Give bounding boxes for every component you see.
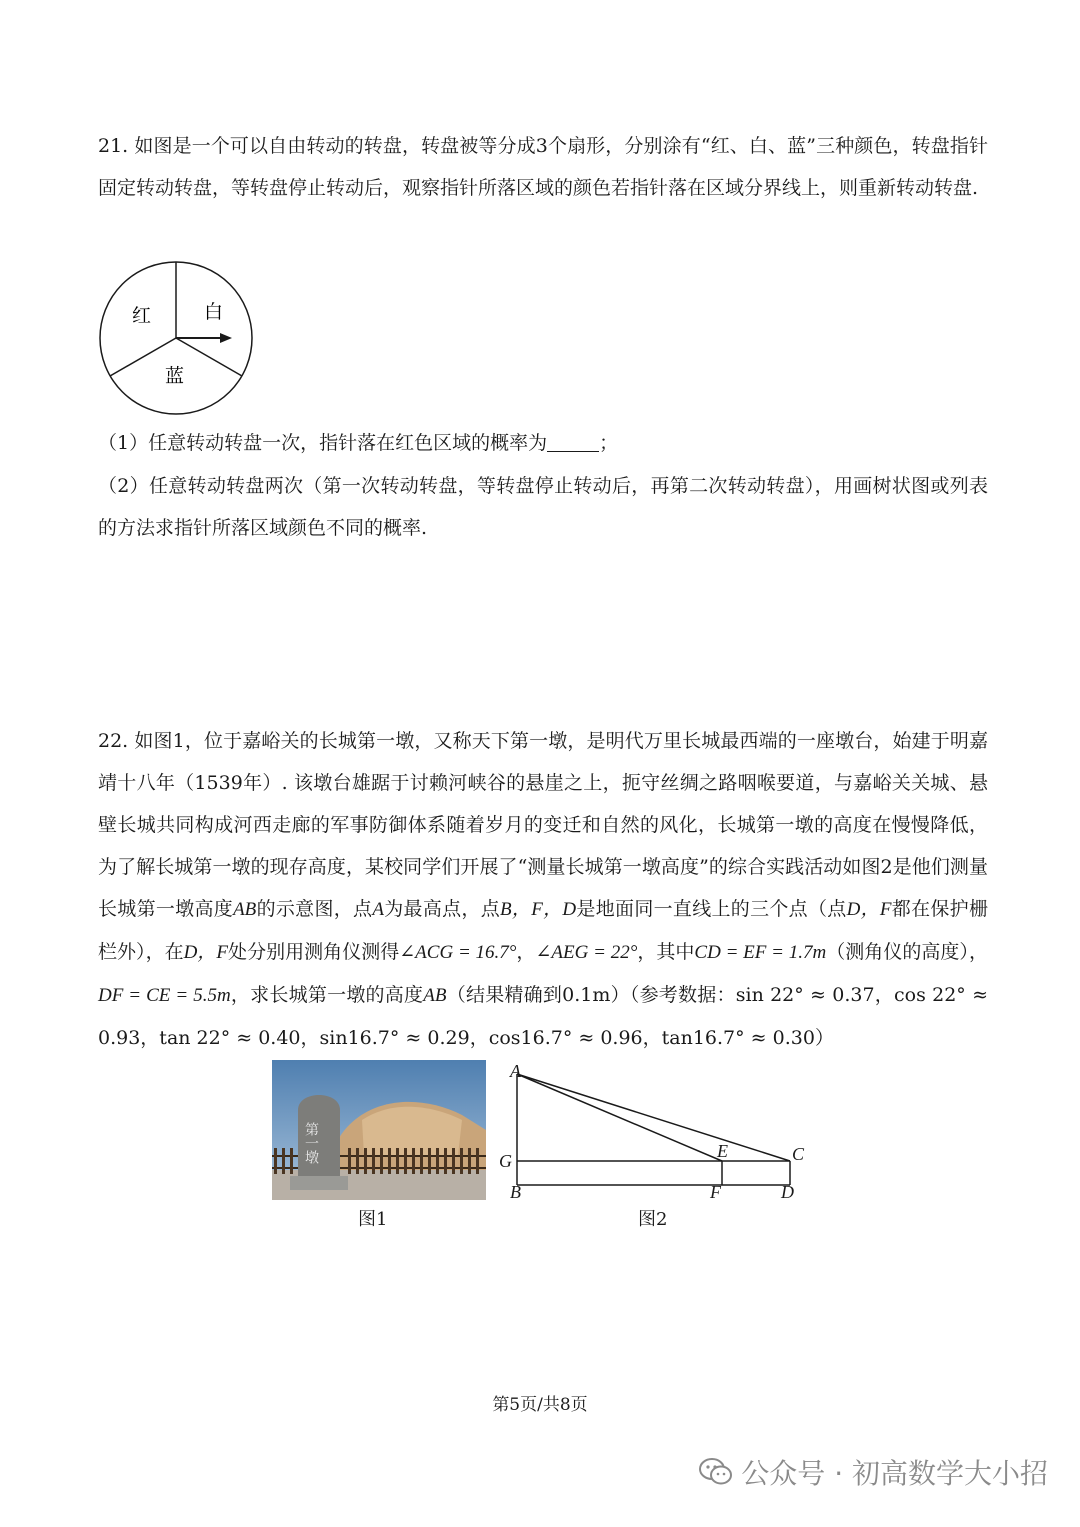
pointer-arrow-icon [176, 333, 232, 343]
great-wall-photo [272, 1060, 486, 1200]
math-cd-ef: CD = EF = 1.7m [694, 942, 827, 963]
sector-label-blue: 蓝 [165, 365, 185, 387]
watermark-text: 公众号 · 初高数学大小招 [741, 1457, 1048, 1490]
q22-text-6: 处分别用测角仪测得 [228, 941, 400, 963]
point-label-b: B [510, 1182, 521, 1202]
math-a: A [372, 899, 384, 920]
math-df-2: D，F [183, 942, 229, 963]
point-label-f: F [710, 1182, 721, 1202]
q22-reference-data: （结果精确到0.1m）（参考数据：sin 22° ≈ 0.37，cos 22° ≈ 0.93，tan 22° ≈ 0.40，sin16.7° ≈ 0.29，cos16.7° ≈ 0.96，tan16.7° ≈ 0.30） [98, 984, 988, 1049]
figure2-caption: 图2 [638, 1209, 668, 1230]
answer-blank [547, 432, 599, 452]
q22-text-8: （测角仪的高度）， [826, 941, 988, 963]
q22-sep: ， [516, 941, 536, 963]
q22-text-9: ，求长城第一墩的高度 [230, 984, 424, 1006]
q22-text-2: 的示意图，点 [256, 898, 373, 920]
math-bfd: B，F，D [500, 899, 577, 920]
q21-part1-end: ； [599, 432, 619, 454]
wechat-watermark [699, 1452, 1048, 1492]
sector-label-white: 白 [204, 301, 224, 323]
q21-stem: 21. 如图是一个可以自由转动的转盘，转盘被等分成3个扇形，分别涂有“红、白、蓝”三种颜色，转盘指针固定转动转盘，等转盘停止转动后，观察指针所落区域的颜色若指针落在区域分界线上，则重新转动转盘. [98, 135, 988, 199]
geometry-diagram [495, 1060, 815, 1205]
q22-text-7: ，其中 [637, 941, 695, 963]
spinner-diagram [96, 258, 258, 420]
math-angle-acg: ∠ACG = 16.7° [399, 942, 517, 963]
q21-part2: （2）任意转动转盘两次（第一次转动转盘，等转盘停止转动后，再第二次转动转盘），用画树状图或列表的方法求指针所落区域颜色不同的概率. [98, 475, 988, 539]
point-label-g: G [499, 1151, 512, 1171]
math-angle-aeg: ∠AEG = 22° [535, 942, 638, 963]
wechat-icon [699, 1457, 733, 1487]
point-label-e: E [717, 1141, 728, 1161]
math-ab-2: AB [423, 985, 447, 1006]
q22-text-1: 22. 如图1，位于嘉峪关的长城第一墩，又称天下第一墩，是明代万里长城最西端的一座墩台，始建于明嘉靖十八年（1539年）. 该墩台雄踞于讨赖河峡谷的悬崖之上，扼守丝绸之路咽喉要道，与嘉峪关关城、悬壁长城共同构成河西走廊的军事防御体系随着岁月的变迁和自然的风化，长城第一墩的高度在慢慢降低，为了解长城第一墩的现存高度，某校同学们开展了“测量长城第一墩高度”的综合实践活动如图2是他们测量长城第一墩高度 [98, 730, 988, 920]
point-label-c: C [792, 1144, 805, 1164]
q22-text-4: 是地面同一直线上的三个点（点 [576, 898, 847, 920]
point-label-d: D [781, 1182, 794, 1202]
math-ab: AB [233, 899, 257, 920]
figure1-caption: 图1 [358, 1209, 388, 1230]
page-number: 第5页/共8页 [492, 1395, 588, 1415]
q21-part1-text: （1）任意转动转盘一次，指针落在红色区域的概率为 [98, 432, 548, 454]
q22-text-3: 为最高点，点 [383, 898, 501, 920]
math-df: D，F [846, 899, 892, 920]
q22-text-5: 都在保护栅栏外），在 [98, 898, 988, 963]
q22-stem [98, 720, 988, 1059]
point-label-a: A [510, 1061, 521, 1081]
q21-part1 [98, 422, 988, 464]
stele-inscription: 第一墩 [303, 1122, 319, 1164]
sector-label-red: 红 [132, 305, 152, 327]
math-df-ce: DF = CE = 5.5m [98, 985, 231, 1006]
